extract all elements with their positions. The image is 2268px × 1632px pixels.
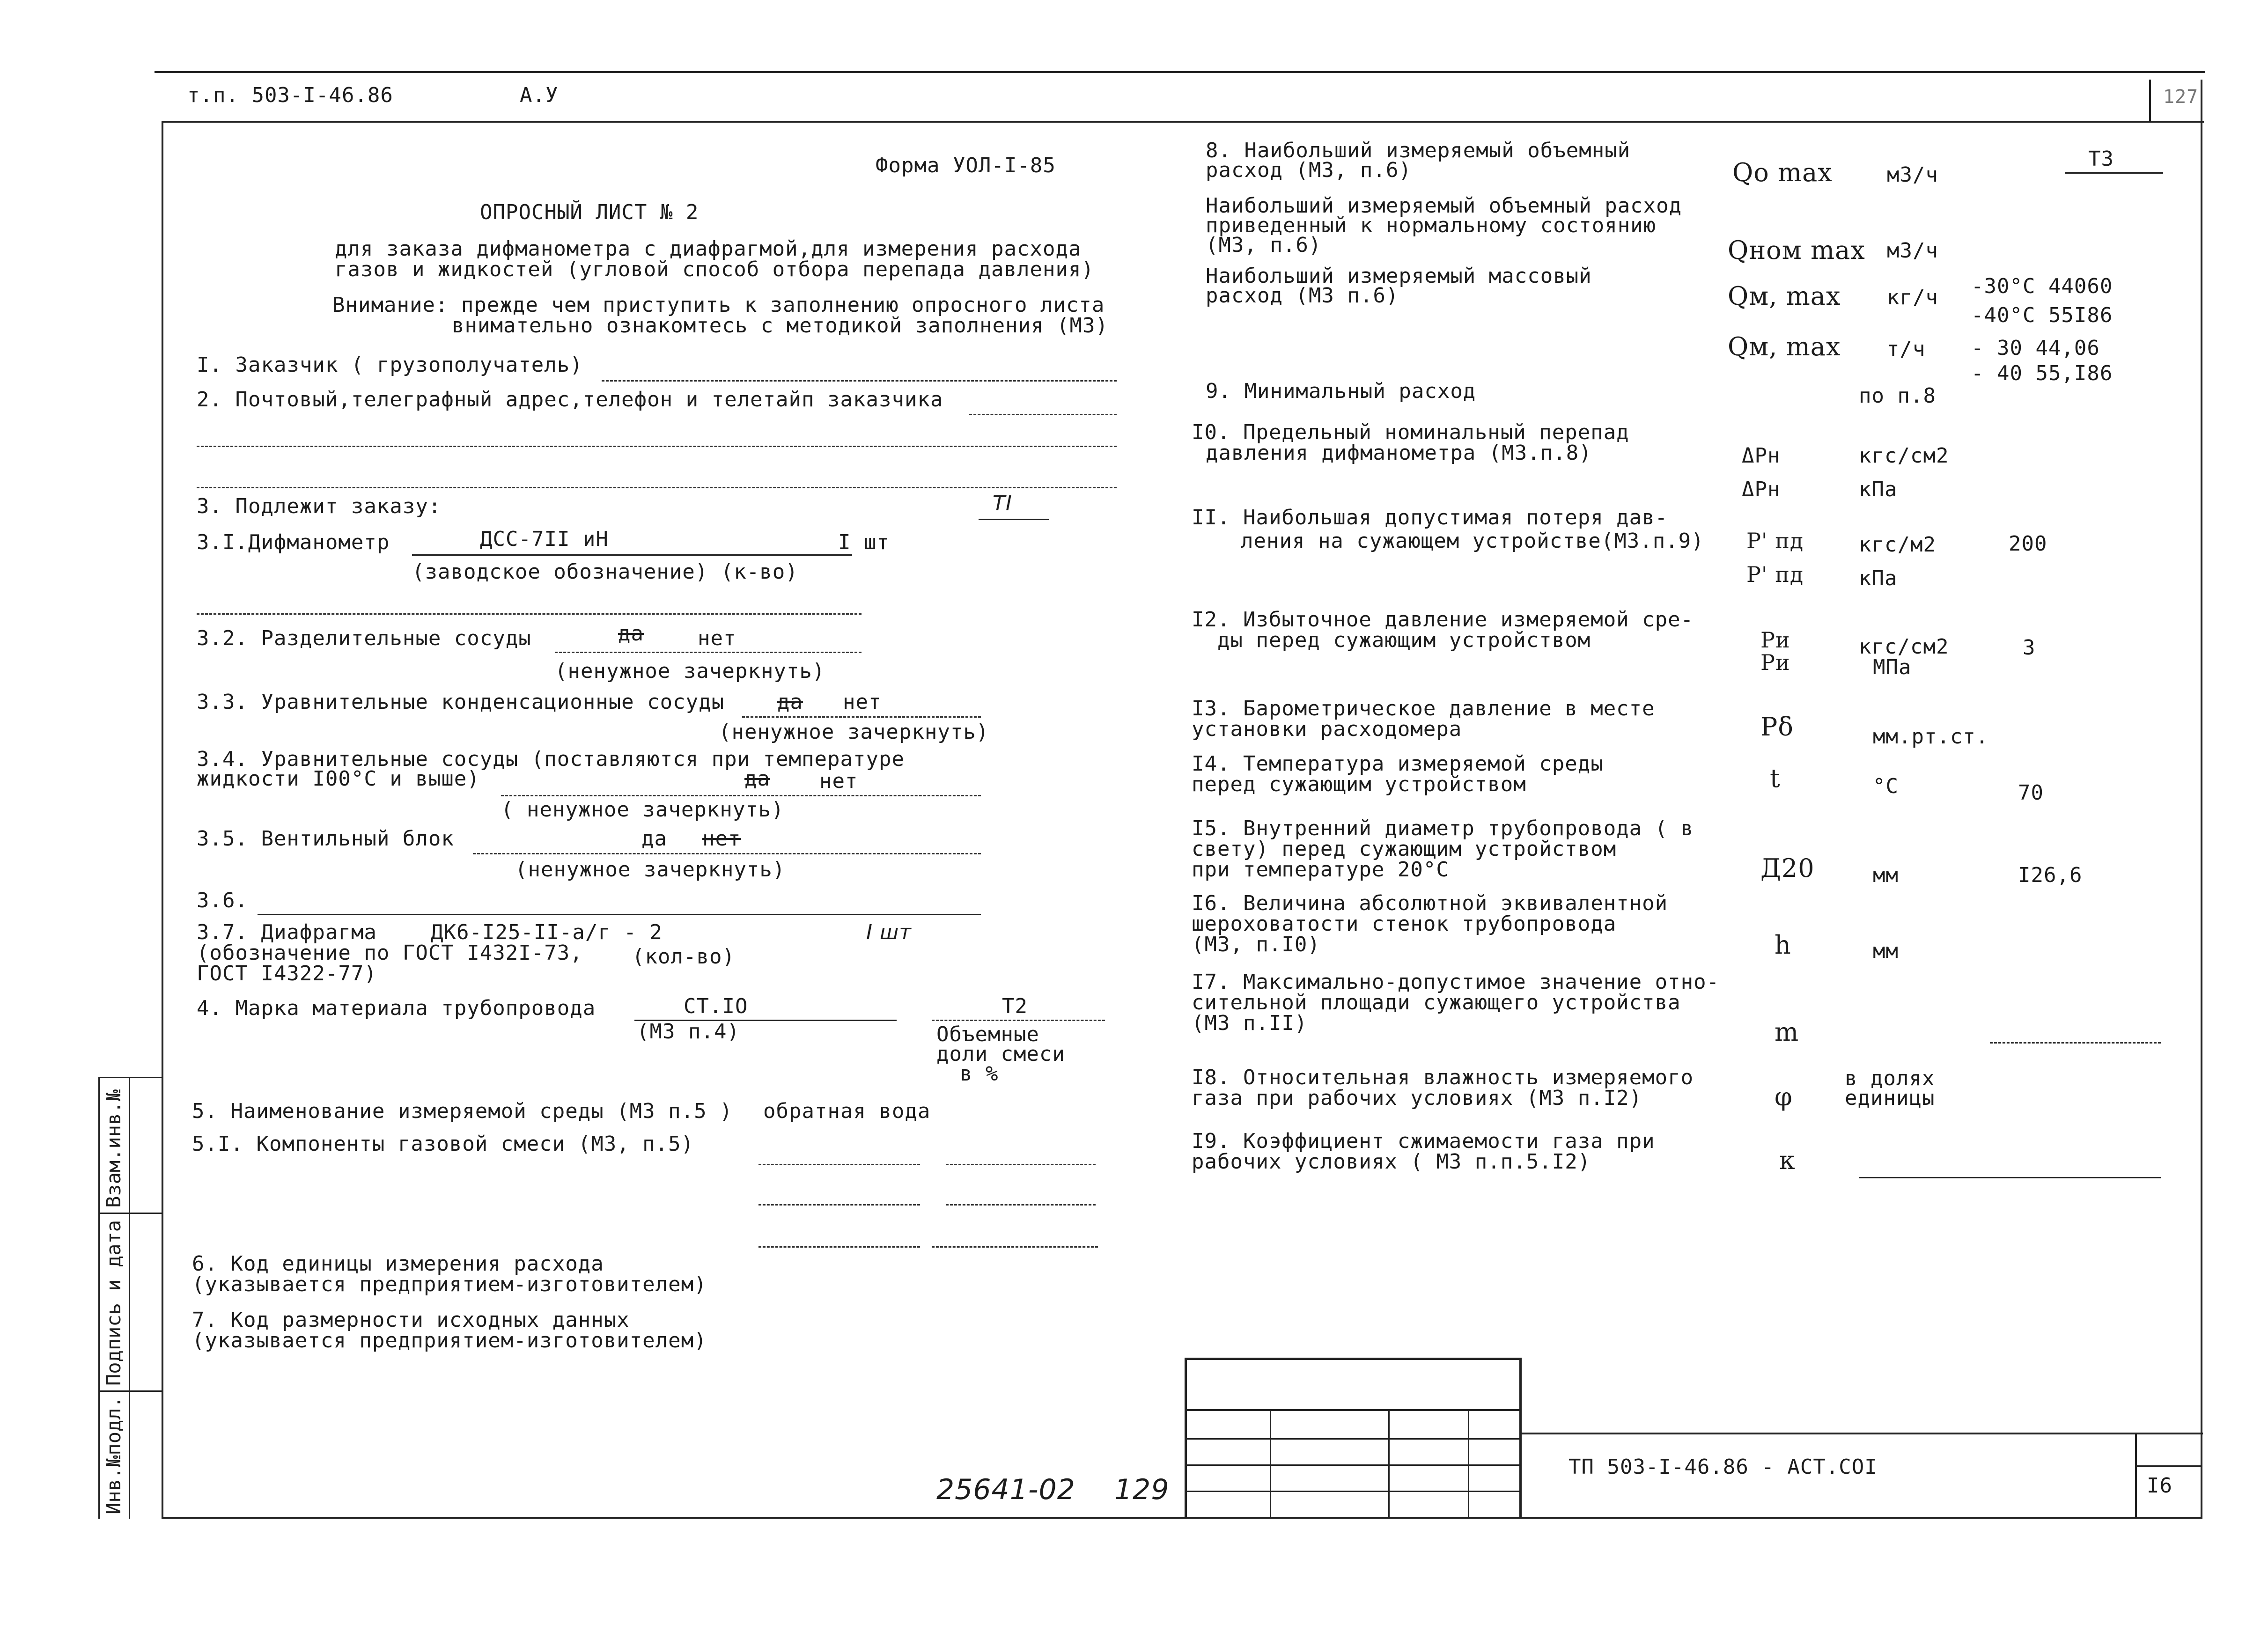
item-3-7-value: ДК6-I25-II-а/г - 2 — [431, 920, 663, 944]
form-subtitle-1: для заказа дифманометра с диафрагмой,для измерения расхода — [335, 237, 1082, 261]
r8c-value-1: -30°С 44060 — [1971, 274, 2113, 298]
item-2-label: 2. Почтовый,телеграфный адрес,телефон и телетайп заказчика — [197, 388, 943, 412]
item-3-1-underline — [412, 554, 852, 556]
r12-label-2: ды перед сужающим устройством — [1217, 628, 1591, 652]
frame-left — [162, 121, 163, 1519]
item-3-5-label: 3.5. Вентильный блок — [197, 827, 454, 851]
r18-label-2: газа при рабочих условиях (МЗ п.I2) — [1192, 1086, 1642, 1110]
r8d-value-2: - 40 55,I86 — [1971, 361, 2113, 385]
item-3-3-label: 3.3. Уравнительные конденсационные сосуды — [197, 690, 725, 714]
r11-symbol-2: P' пд — [1746, 562, 1804, 587]
r12-label-1: I2. Избыточное давление измеряемой сре- — [1192, 608, 1694, 632]
item-4-t: Т2 — [1002, 994, 1028, 1018]
r12-value: 3 — [2023, 636, 2036, 660]
stamp-h-3 — [1185, 1464, 1522, 1466]
item-3-7-note-2: ГОСТ I4322-77) — [197, 962, 377, 985]
r8b-label-3: (МЗ, п.6) — [1206, 233, 1322, 257]
r8c-symbol: Qм, max — [1728, 281, 1841, 311]
item-6-label-1: 6. Код единицы измерения расхода — [192, 1252, 604, 1276]
gas-fraction-1[interactable] — [946, 1164, 1096, 1165]
item-3-5-no: нет — [702, 827, 741, 851]
r15-label-3: при температуре 20°С — [1192, 858, 1449, 882]
item-3-4-note: ( ненужное зачеркнуть) — [501, 798, 784, 822]
item-3-2-note: (ненужное зачеркнуть) — [555, 659, 825, 683]
corner-line — [2149, 80, 2151, 122]
vol-label-3: в % — [960, 1062, 999, 1086]
item-3-3-yes: да — [777, 690, 803, 714]
r10-unit-2: кПа — [1859, 478, 1898, 501]
side-div1 — [98, 1213, 163, 1214]
item-3-6-label: 3.6. — [197, 889, 248, 912]
r19-label-1: I9. Коэффициент сжимаемости газа при — [1192, 1129, 1655, 1153]
item-3-4-line[interactable] — [501, 795, 981, 796]
stamp-code: ТП 503-I-46.86 - АСТ.СОI — [1568, 1455, 1878, 1479]
r13-label-1: I3. Барометрическое давление в месте — [1192, 697, 1655, 720]
item-3-4-label-2: жидкости I00°С и выше) — [197, 767, 480, 791]
r13-label-2: установки расходомера — [1192, 717, 1462, 741]
item-3-label: 3. Подлежит заказу: — [197, 494, 442, 518]
r9-ref: по п.8 — [1859, 384, 1936, 408]
top-rule — [155, 71, 2205, 73]
item-3-2-no: нет — [698, 626, 736, 650]
r12-symbol-2: Pи — [1760, 650, 1790, 675]
stamp-h-2 — [1185, 1438, 1522, 1440]
r8-symbol: Qо max — [1732, 158, 1833, 187]
r8-label-2: расход (МЗ, п.6) — [1206, 158, 1412, 182]
corner-number: 127 — [2163, 86, 2199, 108]
item-4-t-line — [932, 1020, 1105, 1021]
item-3-6-line[interactable] — [258, 914, 981, 915]
item-5-label: 5. Наименование измеряемой среды (МЗ п.5 ) — [192, 1099, 733, 1123]
r11-symbol-1: P' пд — [1746, 528, 1804, 553]
item-3-1-line-2[interactable] — [197, 613, 862, 615]
item-3-2-line[interactable] — [555, 652, 862, 653]
gas-component-1[interactable] — [758, 1164, 920, 1165]
r8c-label-1: Наибольший измеряемый массовый — [1206, 264, 1592, 288]
r10-label-1: I0. Предельный номинальный перепад — [1192, 420, 1629, 444]
r13-unit: мм.рт.ст. — [1873, 725, 1989, 749]
item-2-line[interactable] — [969, 414, 1117, 415]
r12-unit-2: МПа — [1873, 655, 1912, 679]
item-3-5-note: (ненужное зачеркнуть) — [515, 858, 786, 882]
inventory-number: 25641-02 — [936, 1473, 1075, 1506]
r10-unit-1: кгс/см2 — [1859, 444, 1949, 468]
r14-value: 70 — [2018, 781, 2044, 805]
sheet-code: А.У — [520, 83, 559, 107]
item-3-4-yes: да — [744, 767, 770, 791]
r8d-value-1: - 30 44,06 — [1971, 336, 2100, 360]
r17-label-1: I7. Максимально-допустимое значение отно- — [1192, 970, 1720, 994]
stamp-main-top — [1519, 1433, 2203, 1434]
item-6-label-2: (указывается предприятием-изготовителем) — [192, 1272, 707, 1296]
r16-label-2: шероховатости стенок трубопровода — [1192, 912, 1617, 936]
r14-label-1: I4. Температура измеряемой среды — [1192, 752, 1604, 776]
item-3-1-qty: I шт — [838, 530, 890, 554]
vol-label-2: доли смеси — [936, 1042, 1065, 1066]
item-3-1-note: (заводское обозначение) (к-во) — [412, 560, 798, 584]
r17-symbol: m — [1775, 1017, 1799, 1047]
form-number: Форма УОЛ-I-85 — [876, 154, 1056, 177]
r12-symbol-1: Pи — [1760, 627, 1790, 653]
stamp-sheet-number: I6 — [2147, 1474, 2172, 1498]
stamp-vert-2 — [1388, 1409, 1390, 1518]
gas-fraction-3[interactable] — [932, 1246, 1098, 1248]
r19-value-line[interactable] — [1859, 1177, 2161, 1178]
r10-symbol-2: ΔPн — [1742, 478, 1781, 501]
r17-label-2: сительной площади сужающего устройства — [1192, 991, 1681, 1014]
gas-fraction-2[interactable] — [946, 1204, 1096, 1206]
item-2-line-3[interactable] — [197, 487, 1117, 488]
item-2-line-2[interactable] — [197, 446, 1117, 447]
r13-symbol: Pδ — [1760, 712, 1794, 742]
stamp-vert-3 — [1468, 1409, 1469, 1518]
r14-unit: °С — [1873, 774, 1899, 798]
item-7-label-1: 7. Код размерности исходных данных — [192, 1308, 630, 1332]
frame-right — [2201, 80, 2202, 1519]
gas-component-2[interactable] — [758, 1204, 920, 1206]
r18-symbol: φ — [1775, 1082, 1793, 1111]
r16-unit: мм — [1873, 939, 1899, 963]
item-3-4-no: нет — [819, 769, 858, 793]
r10-symbol-1: ΔPн — [1742, 444, 1781, 468]
r18-unit-2: единицы — [1845, 1086, 1935, 1110]
r10-label-2: давления дифманометра (МЗ.п.8) — [1206, 441, 1592, 465]
r15-value: I26,6 — [2018, 863, 2083, 887]
item-3-4-label-1: 3.4. Уравнительные сосуды (поставляются при температуре — [197, 747, 905, 771]
item-3-3-no: нет — [843, 690, 882, 714]
item-3-value: ТI — [993, 492, 1012, 515]
r8b-unit: м3/ч — [1887, 239, 1938, 263]
r8-value: Т3 — [2088, 147, 2114, 171]
item-4-ref: (МЗ п.4) — [637, 1020, 740, 1044]
r8c-unit: кг/ч — [1887, 286, 1938, 309]
stamp-sheet-left — [2135, 1433, 2137, 1519]
r15-symbol: Д20 — [1760, 853, 1815, 883]
r19-symbol: к — [1779, 1146, 1796, 1175]
item-3-7-qty: I шт — [866, 920, 912, 944]
r17-label-3: (МЗ п.II) — [1192, 1011, 1308, 1035]
r15-unit: мм — [1873, 863, 1899, 887]
stamp-h-1 — [1185, 1409, 1522, 1411]
item-3-2-yes: да — [618, 622, 644, 646]
r11-label-1: II. Наибольшая допустимая потеря дав- — [1192, 506, 1668, 529]
r11-unit-1: кгс/м2 — [1859, 533, 1936, 557]
form-subtitle-2: газов и жидкостей (угловой способ отбора перепада давления) — [335, 257, 1094, 281]
r19-label-2: рабочих условиях ( МЗ п.п.5.I2) — [1192, 1150, 1591, 1174]
r8b-label-2: приведенный к нормальному состоянию — [1206, 213, 1657, 237]
side-div2 — [98, 1390, 163, 1392]
item-4-value: СТ.IO — [684, 994, 748, 1018]
r8-label-1: 8. Наибольший измеряемый объемный — [1206, 139, 1631, 162]
r11-unit-2: кПа — [1859, 566, 1898, 590]
item-3-2-label: 3.2. Разделительные сосуды — [197, 626, 531, 650]
doc-ref: т.п. 503-I-46.86 — [187, 83, 393, 107]
gas-component-3[interactable] — [758, 1246, 920, 1248]
item-3-3-note: (ненужное зачеркнуть) — [719, 720, 989, 744]
vol-label-1: Объемные — [936, 1022, 1039, 1046]
r8-value-line — [2065, 172, 2163, 174]
r8b-label-1: Наибольший измеряемый объемный расход — [1206, 194, 1682, 218]
r16-symbol: h — [1775, 930, 1791, 960]
form-title: ОПРОСНЫЙ ЛИСТ № 2 — [480, 200, 699, 224]
side-strip-left — [98, 1077, 100, 1519]
item-3-7-note-1b: (кол-во) — [632, 945, 735, 969]
r14-symbol: t — [1770, 764, 1781, 793]
r8d-unit: т/ч — [1887, 337, 1926, 361]
item-1-line[interactable] — [602, 380, 1117, 382]
r8c-value-2: -40°С 55I86 — [1971, 303, 2113, 327]
r11-label-2: ления на сужающем устройстве(МЗ.п.9) — [1241, 529, 1704, 553]
r8c-label-2: расход (МЗ п.6) — [1206, 284, 1399, 308]
attention-2: внимательно ознакомтесь с методикой заполнения (МЗ) — [452, 314, 1109, 338]
stamp-sheet-mid — [2135, 1465, 2202, 1467]
item-1-label: I. Заказчик ( грузополучатель) — [197, 353, 583, 377]
r12-unit-1: кгс/см2 — [1859, 635, 1949, 659]
item-3-7-note-1: (обозначение по ГОСТ I432I-73, — [197, 941, 583, 965]
item-5-value: обратная вода — [763, 1099, 931, 1123]
r18-label-1: I8. Относительная влажность измеряемого — [1192, 1066, 1694, 1089]
item-3-3-line[interactable] — [742, 716, 981, 718]
r18-unit-1: в долях — [1845, 1066, 1935, 1090]
side-strip-mid — [129, 1077, 130, 1519]
r16-label-1: I6. Величина абсолютной эквивалентной — [1192, 891, 1668, 915]
stamp-vert-1 — [1270, 1409, 1271, 1518]
item-3-5-yes: да — [641, 827, 667, 851]
item-7-label-2: (указывается предприятием-изготовителем) — [192, 1329, 707, 1353]
r15-label-2: свету) перед сужающим устройством — [1192, 837, 1617, 861]
item-4-label: 4. Марка материала трубопровода — [197, 996, 596, 1020]
attention-1: Внимание: прежде чем приступить к заполнению опросного листа — [332, 293, 1105, 317]
item-3-1-value: ДСС-7II иН — [480, 527, 609, 551]
r16-label-3: (МЗ, п.I0) — [1192, 933, 1320, 956]
frame-bottom — [162, 1517, 2202, 1519]
item-3-underline — [979, 519, 1049, 520]
r8b-symbol: Qном max — [1728, 235, 1865, 265]
r8d-symbol: Qм, max — [1728, 332, 1841, 361]
r8-unit: м3/ч — [1887, 163, 1938, 187]
side-strip-top — [98, 1077, 163, 1078]
r17-value-line[interactable] — [1990, 1042, 2161, 1044]
side-sign-label: Подпись и дата — [102, 1220, 125, 1386]
side-inv-label: Инв.№подл. — [102, 1396, 125, 1514]
r14-label-2: перед сужающим устройством — [1192, 772, 1526, 796]
page-number: 129 — [1114, 1473, 1170, 1506]
r15-label-1: I5. Внутренний диаметр трубопровода ( в — [1192, 816, 1694, 840]
item-3-1-label: 3.I.Дифманометр — [197, 530, 390, 554]
item-5-1-label: 5.I. Компоненты газовой смеси (МЗ, п.5) — [192, 1132, 694, 1156]
frame-top — [162, 121, 2204, 123]
item-3-5-line[interactable] — [473, 853, 981, 854]
r11-value: 200 — [2009, 532, 2047, 556]
r9-label: 9. Минимальный расход — [1206, 379, 1476, 403]
stamp-top — [1185, 1358, 1522, 1360]
side-replace-label: Взам.инв.№ — [102, 1089, 125, 1208]
item-3-7-label: 3.7. Диафрагма — [197, 920, 377, 944]
stamp-h-4 — [1185, 1491, 1522, 1492]
